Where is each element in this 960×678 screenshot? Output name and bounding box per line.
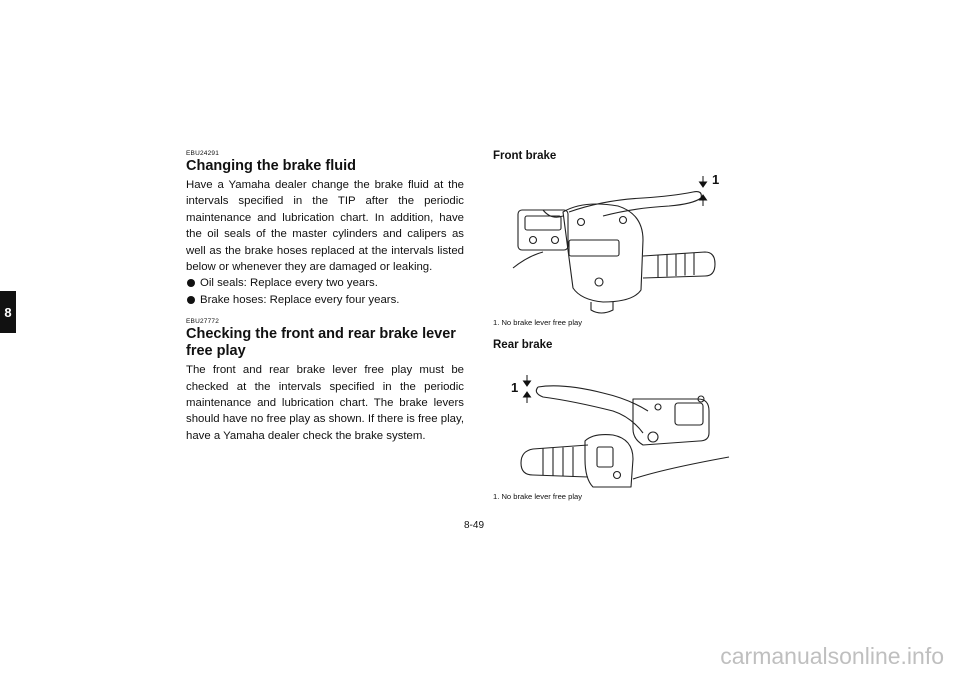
section-body: The front and rear brake lever free play must be checked at the intervals specified in the periodic maintenance and lubrication chart. The brake levers should have no free play as shown. If there is free play, have a Yamaha dealer check the brake system. [186,364,464,442]
left-column [186,150,464,444]
section-changing-brake-fluid [186,150,464,308]
front-brake-illustration [493,170,723,315]
watermark-text[interactable]: carmanualsonline.info [720,643,944,669]
replacement-list [186,275,464,308]
section-code: EBU27772 [186,318,220,326]
section-body: Have a Yamaha dealer change the brake fluid at the intervals specified in the TIP after the periodic maintenance and lubrication chart. In addition, have the oil seals of the master cylinders and calipers as well as the brake hoses replaced at the intervals listed below or whenever they are damaged or leaking. [186,179,464,274]
chapter-tab-label: 8 [4,304,12,320]
figure-caption: 1. No brake lever free play [493,492,583,501]
figure-title: Rear brake [493,339,553,351]
right-column [493,150,773,501]
list-item: Oil seals: Replace every two years. [186,275,464,291]
section-code: EBU24291 [186,150,220,157]
front-brake-figure [493,150,773,327]
rear-callout-number: 1 [511,380,519,395]
page-number: 8-49 [464,520,485,531]
rear-brake-illustration [493,359,733,489]
figure-title: Front brake [493,150,557,162]
section-brake-lever-free-play [186,318,464,444]
list-item: Brake hoses: Replace every four years. [186,292,464,308]
section-heading: Checking the front and rear brake lever free play [186,326,456,360]
chapter-tab [0,291,16,333]
figure-caption: 1. No brake lever free play [493,318,583,327]
rear-brake-figure [493,339,773,501]
front-callout-number: 1 [712,172,720,187]
section-heading: Changing the brake fluid [186,158,356,174]
